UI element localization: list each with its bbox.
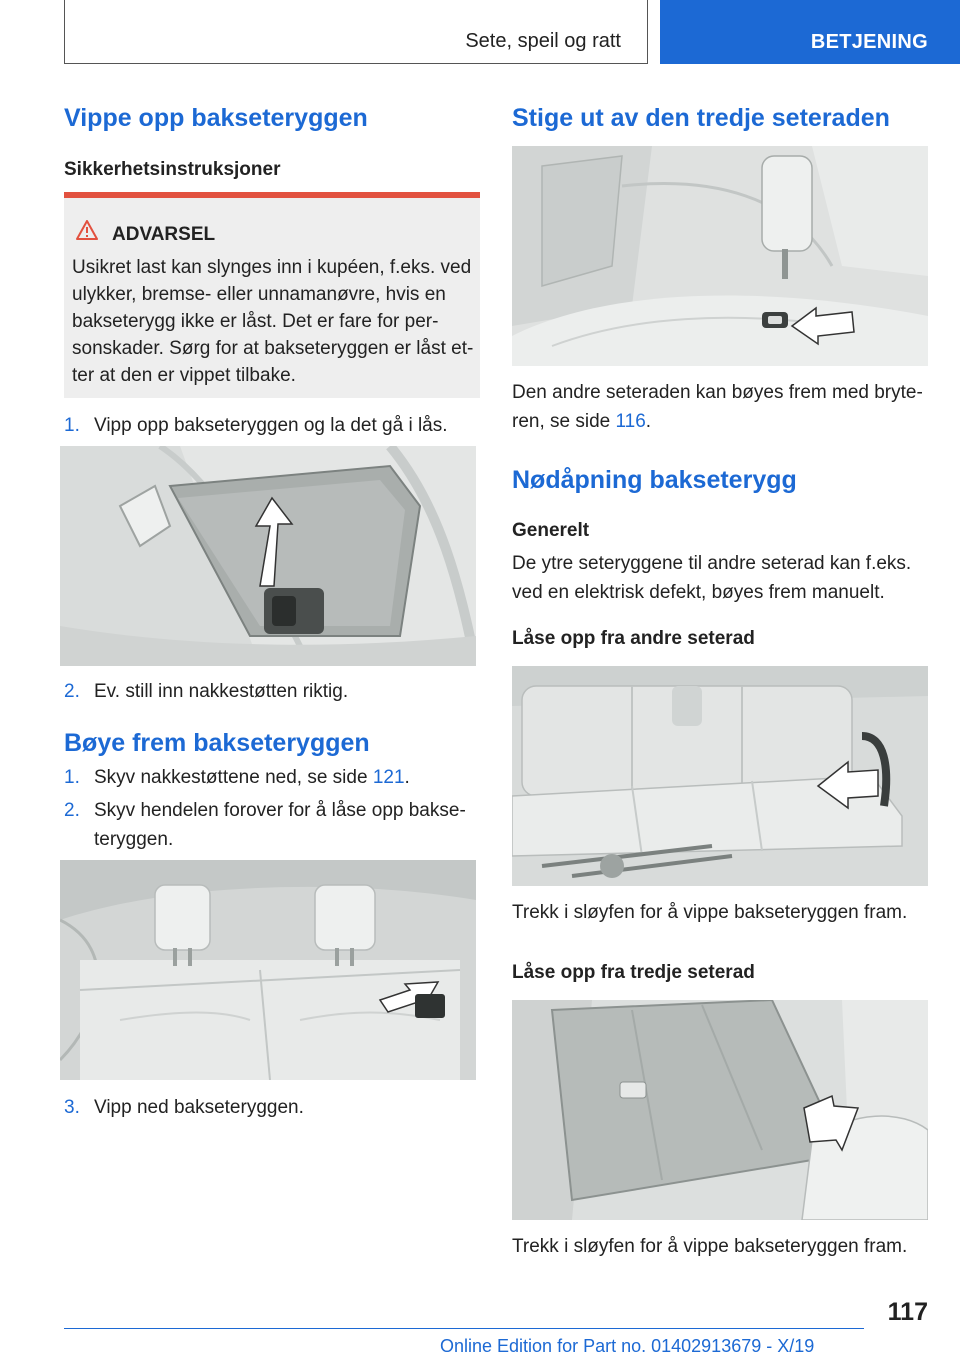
step-text-part: . bbox=[404, 767, 410, 788]
footer-divider bbox=[64, 1328, 864, 1329]
warning-box bbox=[64, 192, 480, 398]
heading-boye-frem: Bøye frem bakseteryggen bbox=[64, 729, 370, 757]
subheading-andre-seterad: Låse opp fra andre seterad bbox=[512, 628, 755, 649]
step-text: Skyv hendelen forover for å låse opp bakse-teryggen. bbox=[94, 800, 466, 850]
paragraph-bryter bbox=[512, 378, 928, 436]
figure-seatback-latch bbox=[60, 446, 476, 666]
figure-second-row-loop bbox=[512, 666, 928, 886]
warning-triangle-icon bbox=[76, 220, 98, 240]
page-link[interactable]: 121 bbox=[372, 767, 405, 788]
step-number: 3. bbox=[64, 1097, 80, 1118]
step-text-part: Skyv nakkestøttene ned, se side bbox=[94, 767, 373, 788]
paragraph-text-part: Den andre seteraden kan bøyes frem med bryte-ren, se side bbox=[512, 382, 923, 432]
page-link[interactable]: 116 bbox=[615, 411, 646, 432]
step-number: 2. bbox=[64, 681, 80, 702]
step-text: Vipp opp bakseteryggen og la det gå i lås. bbox=[94, 415, 448, 436]
header-chapter-title: BETJENING bbox=[810, 31, 928, 53]
subheading-generelt: Generelt bbox=[512, 520, 590, 541]
heading-stige-ut: Stige ut av den tredje seteraden bbox=[512, 104, 890, 132]
footer-edition: Online Edition for Part no. 01402913679 - X/19 bbox=[440, 1336, 815, 1356]
header-section-box bbox=[64, 0, 648, 64]
heading-vippe-opp: Vippe opp bakseteryggen bbox=[64, 104, 368, 132]
caption-third-row: Trekk i sløyfen for å vippe bakseteryggen fram. bbox=[512, 1236, 908, 1257]
figure-third-row-loop bbox=[512, 1000, 928, 1220]
header-section-title: Sete, speil og ratt bbox=[465, 30, 621, 52]
figure-rear-seats-lever bbox=[60, 860, 476, 1080]
figure-second-row-switch bbox=[512, 146, 928, 366]
header-chapter-tab bbox=[660, 0, 960, 64]
paragraph-generelt: De ytre seteryggene til andre seterad kan f.eks. ved en elektrisk defekt, bøyes frem manuelt. bbox=[512, 553, 912, 603]
warning-title: ADVARSEL bbox=[112, 224, 216, 245]
step-text bbox=[94, 763, 480, 792]
page-number: 117 bbox=[887, 1298, 928, 1326]
warning-body: Usikret last kan slynges inn i kupéen, f.eks. ved ulykker, bremse- eller unnamanøvre, hvis en bakseterygg ikke er låst. Det er fare for per-sonskader. Sørg for at bakseteryggen er låst et-ter at den er vippet tilbake. bbox=[72, 257, 474, 386]
subheading-sikkerhet: Sikkerhetsinstruksjoner bbox=[64, 159, 281, 180]
step-number: 1. bbox=[64, 415, 80, 436]
paragraph-text-part: . bbox=[645, 411, 652, 432]
step-number: 2. bbox=[64, 800, 80, 821]
caption-second-row: Trekk i sløyfen for å vippe bakseteryggen fram. bbox=[512, 902, 908, 923]
step-number: 1. bbox=[64, 767, 80, 788]
step-text: Ev. still inn nakkestøtten riktig. bbox=[94, 681, 349, 702]
subheading-tredje-seterad: Låse opp fra tredje seterad bbox=[512, 962, 755, 983]
step-text: Vipp ned bakseteryggen. bbox=[94, 1097, 304, 1118]
heading-nodapning: Nødåpning bakseterygg bbox=[512, 466, 797, 494]
